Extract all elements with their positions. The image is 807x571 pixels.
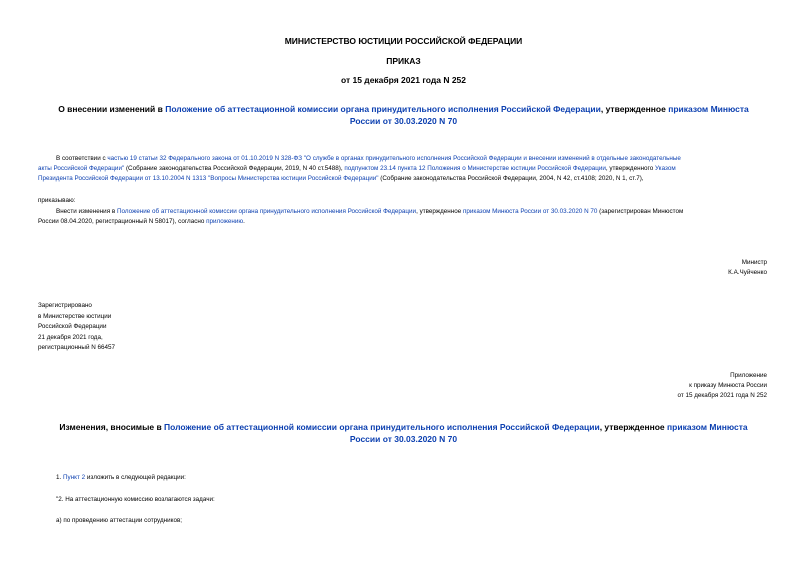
item-1: 1. Пункт 2 изложить в следующей редакции: [56,474,186,481]
title-link-order-date[interactable]: России от 30.03.2020 N 70 [349,116,458,126]
appendix-title: Изменения, вносимые в Положение об аттестационной комиссии органа принудительного исполнения Российской Федерации, утвержденное приказом Минюста России от 30.03.2020 N 70 [59,422,748,444]
document-title: О внесении изменений в Положение об аттестационной комиссии органа принудительного исполнения Российской Федерации, утвержденное приказом Минюста России от 30.03.2020 N 70 [58,104,749,126]
appendix-line: от 15 декабря 2021 года N 252 [677,392,767,399]
preamble-paragraph: В соответствии с частью 19 статьи 32 Федерального закона от 01.10.2019 N 328-ФЗ "О службе в органах принудительного исполнения Российской Федерации и внесении изменений в отдельные законодательные акты Российской Федерации" (Собрание законодательства Российской Федерации, 2019, N 40 ст.5488), подпунктом 23.14 пункта 12 Положения о Министерстве юстиции Российской Федерации, утвержденного Указом Президента Российской Федерации от 13.10.2004 N 1313 "Вопросы Министерства юстиции Российской Федерации" (Собрание законодательства Российской Федерации, 2004, N 42, ст.4108; 2020, N 1, ст.7), [38,155,681,182]
appendix-title-link-order-date[interactable]: России от 30.03.2020 N 70 [349,434,458,444]
signature-name: К.А.Чуйченко [728,269,767,276]
registration-line: Российской Федерации [38,323,107,330]
appendix-line: к приказу Минюста России [689,382,767,389]
item-3: а) по проведению аттестации сотрудников; [56,517,183,524]
appendix-block [677,371,767,401]
registration-line: 21 декабря 2021 года, [38,333,103,341]
link-order-70[interactable]: приказом Минюста России от 30.03.2020 N 70 [463,208,598,215]
order-heading: ПРИКАЗ [386,56,421,66]
link-federal-law-cont[interactable]: акты Российской Федерации" [38,165,125,172]
order-word: приказываю: [38,197,76,204]
registration-block [38,301,115,354]
signature-block [728,258,767,278]
order-paragraph: Внести изменения в Положение об аттестационной комиссии органа принудительного исполнения Российской Федерации, утвержденное приказом Минюста России от 30.03.2020 N 70 (зарегистрирован Минюстом России 08.04.2020, регистрационный N 58017), согласно приложению. [38,208,684,225]
registration-line: в Министерстве юстиции [38,312,112,320]
link-appendix[interactable]: приложению [206,218,244,225]
item-2: "2. На аттестационную комиссию возлагаются задачи: [56,496,215,503]
link-federal-law[interactable]: частью 19 статьи 32 Федерального закона от 01.10.2019 N 328-ФЗ "О службе в органах принудительного исполнения Российской Федерации и внесении изменений в отдельные законодательные [107,155,681,162]
signature-position: Министр [741,259,767,266]
link-regulation-ministry[interactable]: подпунктом 23.14 пункта 12 Положения о Министерстве юстиции Российской Федерации [344,165,606,172]
link-point-2[interactable]: Пункт 2 [63,474,86,481]
title-link-order[interactable]: приказом Минюста [668,104,749,114]
link-decree[interactable]: Указом [654,165,676,172]
order-date: от 15 декабря 2021 года N 252 [340,75,467,85]
link-decree-cont[interactable]: Президента Российской Федерации от 13.10.2004 N 1313 "Вопросы Министерства юстиции Российской Федерации" [38,175,379,182]
appendix-title-link-order[interactable]: приказом Минюста [667,422,748,432]
title-link-regulation[interactable]: Положение об аттестационной комиссии органа принудительного исполнения Российской Федерации [165,104,601,114]
link-regulation[interactable]: Положение об аттестационной комиссии органа принудительного исполнения Российской Федерации [116,208,417,215]
appendix-label: Приложение [730,372,767,379]
ministry-heading: МИНИСТЕРСТВО ЮСТИЦИИ РОССИЙСКОЙ ФЕДЕРАЦИИ [284,36,523,46]
registration-line: регистрационный N 66457 [38,344,116,351]
registration-line: Зарегистрировано [38,302,92,309]
appendix-title-link-regulation[interactable]: Положение об аттестационной комиссии органа принудительного исполнения Российской Федерации [164,422,600,432]
